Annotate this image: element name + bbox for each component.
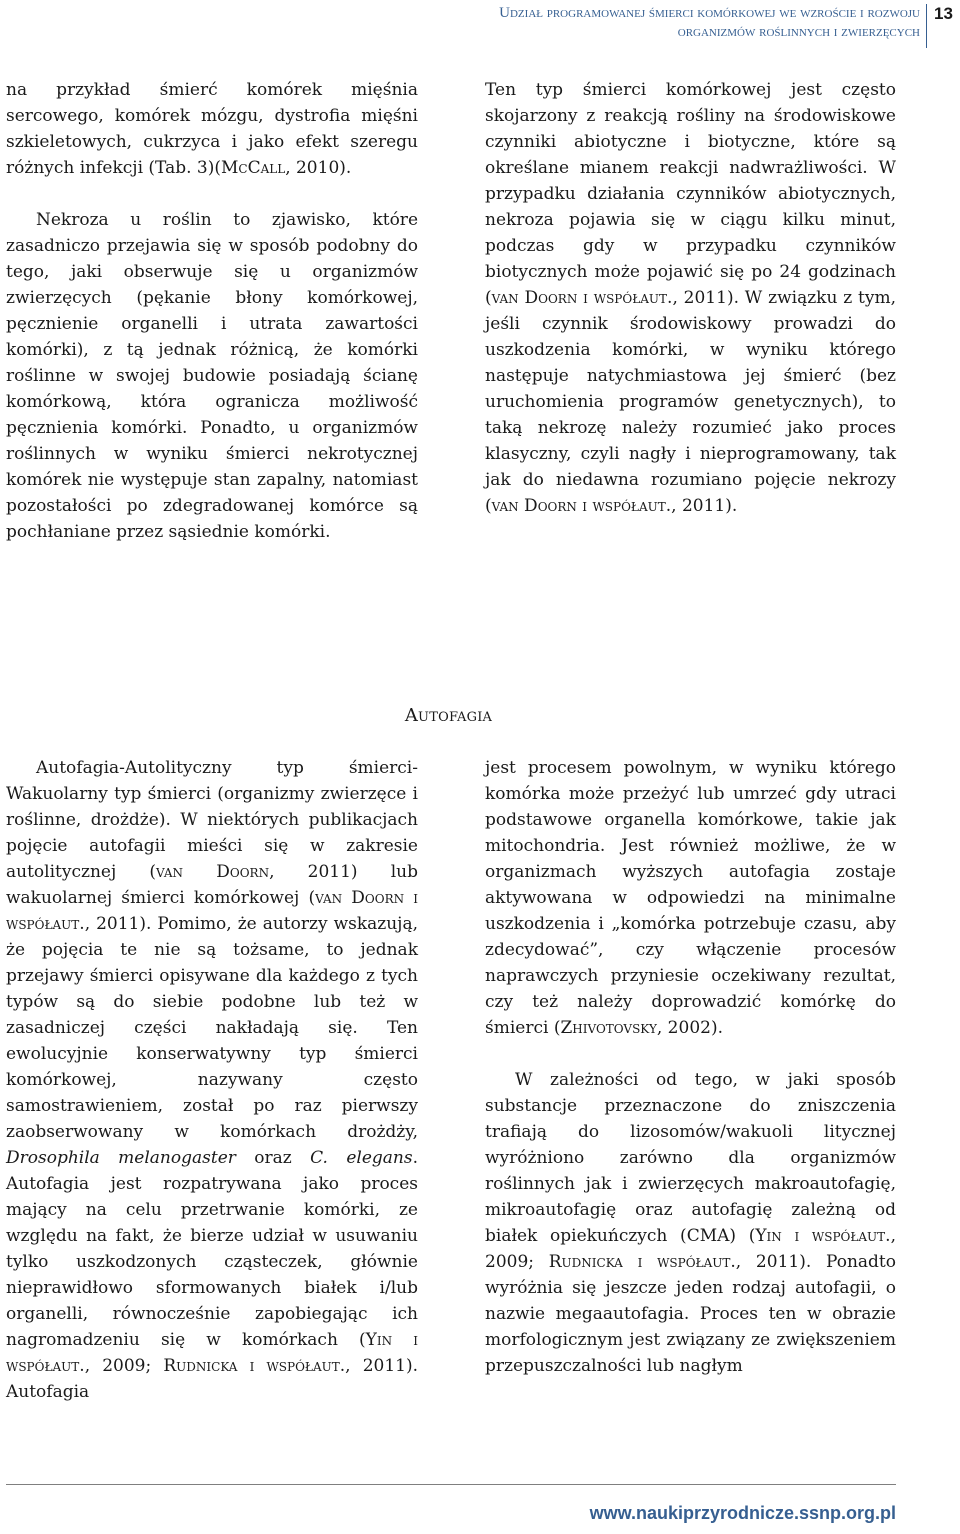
text-run: , 2011). Ponadto wyróżnia się jeszcze jeden rodzaj autofagii, o nazwie megaautofagia. Proces ten w obrazie morfologicznym jest związany ze zwiększeniem przepuszczalności lub nagłym: [485, 1252, 896, 1376]
column-4: [485, 755, 896, 1379]
text-run: , 2011).: [671, 496, 738, 516]
text-run: , 2010).: [285, 158, 352, 178]
citation-author: Rudnicka i współaut.: [548, 1252, 736, 1272]
paragraph: [6, 77, 418, 181]
species-name: Drosophila melanogaster: [6, 1148, 236, 1168]
text-run: , 2002).: [656, 1018, 723, 1038]
text-run: oraz: [235, 1148, 311, 1168]
column-1: [6, 77, 418, 545]
paragraph-autophagy-types: [485, 1067, 896, 1379]
citation-author: van Doorn i współaut.: [6, 888, 419, 934]
running-header-line-1: Udział programowanej śmierci komórkowej we wzroście i rozwoju: [499, 5, 920, 21]
text-run: , 2009;: [485, 1226, 896, 1272]
citation-author: Rudnicka i współaut.: [163, 1356, 346, 1376]
citation-author: van Doorn: [156, 862, 270, 882]
column-3: [6, 755, 418, 1405]
text-run: Autofagia-Autolityczny typ śmierci-Wakuolarny typ śmierci (organizmy zwierzęce i roślinne, drożdże). W niektórych publikacjach pojęcie autofagii mieści się w zakresie autolitycznej (: [6, 758, 418, 882]
citation-author: McCall: [220, 158, 286, 178]
paragraph-necrosis: Nekroza u roślin to zjawisko, które zasadniczo przejawia się w sposób podobny do tego, jaki obserwuje się u organizmów zwierzęcych (pękanie błony komórkowej, pęcznienie organelli i utrata zawartości komórki), z tą jednak różnicą, że komórki roślinne w swojej budowie posiadają ścianę komórkową, która ogranicza możliwość pęcznienia komórki. Ponadto, u organizmów roślinnych w wyniku śmierci nekrotycznej komórek nie występuje stan zapalny, natomiast pozostałości po zdegradowanej komórce są pochłaniane przez sąsiednie komórki.: [6, 210, 418, 542]
citation-author: Zhivotovsky: [560, 1018, 657, 1038]
running-header-line-2: organizmów roślinnych i zwierzęcych: [677, 24, 920, 40]
text-run: jest procesem powolnym, w wyniku którego komórka może przeżyć lub umrzeć gdy utraci podstawowe organella komórkowe, takie jak mitochondria. Jest również możliwe, że w organizmach wyższych autofagia zostaje aktywowana w odpowiedzi na minimalne uszkodzenia i „komórka potrzebuje czasu, aby zdecydować”, czy włączenie procesów naprawczych przyniesie oczekiwany rezultat, czy też należy doprowadzić komórkę do śmierci (: [485, 758, 896, 1038]
page-number: 13: [926, 4, 960, 48]
text-run: na przykład śmierć komórek mięśnia sercowego, komórek mózgu, dystrofia mięśni szkieletowych, cukrzyca i jako efekt szeregu różnych infekcji (Tab. 3)(: [6, 80, 418, 178]
paragraph-autophagy: [6, 755, 418, 1405]
running-header: [240, 4, 920, 42]
text-run: , 2011). Pomimo, że autorzy wskazują, że pojęcia te nie są tożsame, to jednak przejawy śmierci opisywane dla każdego z tych typów są do siebie podobne lub też w zasadniczej części nakładają się. Ten ewolucyjnie konserwatywny typ śmierci komórkowej, nazywany często samostrawieniem, został po raz pierwszy zaobserwowany w komórkach drożdży,: [6, 914, 418, 1142]
citation-author: Yin i współaut.: [755, 1226, 891, 1246]
footer-url[interactable]: www.naukiprzyrodnicze.ssnp.org.pl: [589, 1503, 896, 1523]
footer-divider: [6, 1484, 896, 1485]
column-2: [485, 77, 896, 519]
species-name: C. elegans: [310, 1148, 413, 1168]
text-run: , 2011) lub wakuolarnej śmierci komórkowej (: [6, 862, 418, 908]
text-run: W zależności od tego, w jaki sposób substancje przeznaczone do zniszczenia trafiają do lizosomów/wakuoli litycznej wyróżniono zarówno dla organizmów roślinnych jak i zwierzęcych makroautofagię, mikroautofagię oraz autofagię zależną od białek opiekuńczych (CMA) (: [485, 1070, 896, 1246]
text-run: , 2011). Autofagia: [6, 1356, 418, 1402]
paragraph: [485, 77, 896, 519]
text-run: Ten typ śmierci komórkowej jest często skojarzony z reakcją rośliny na środowiskowe czynniki abiotyczne i biotyczne, które są określane mianem reakcji nadwrażliwości. W przypadku działania czynników abiotycznych, nekroza pojawia się w ciągu kilku minut, podczas gdy w przypadku czynników biotycznych może pojawić się po 24 godzinach (: [485, 80, 896, 308]
text-run: , 2009;: [84, 1356, 164, 1376]
paragraph: [485, 755, 896, 1041]
citation-author: van Doorn i współaut.: [491, 496, 672, 516]
text-run: . Autofagia jest rozpatrywana jako proces mający na celu przetrwanie komórki, ze względu na fakt, że bierze udział w usuwaniu tylko uszkodzonych cząsteczek, głównie nieprawidłowo sformowanych białek i/lub organelli, równocześnie zapobiegając ich nagromadzeniu się w komórkach (: [6, 1148, 418, 1350]
citation-author: van Doorn i współaut.: [491, 288, 673, 308]
citation-author: Yin i współaut.: [6, 1330, 419, 1376]
section-heading-autofagia: Autofagia: [404, 705, 493, 726]
text-run: , 2011). W związku z tym, jeśli czynnik środowiskowy prowadzi do uszkodzenia komórki, w wyniku którego następuje natychmiastowa jej śmierć (bez uruchomienia programów genetycznych), to taką nekrozę należy rozumieć jako proces klasyczny, czyli nagły i nieprogramowany, tak jak do niedawna rozumiano pojęcie nekrozy (: [485, 288, 896, 516]
